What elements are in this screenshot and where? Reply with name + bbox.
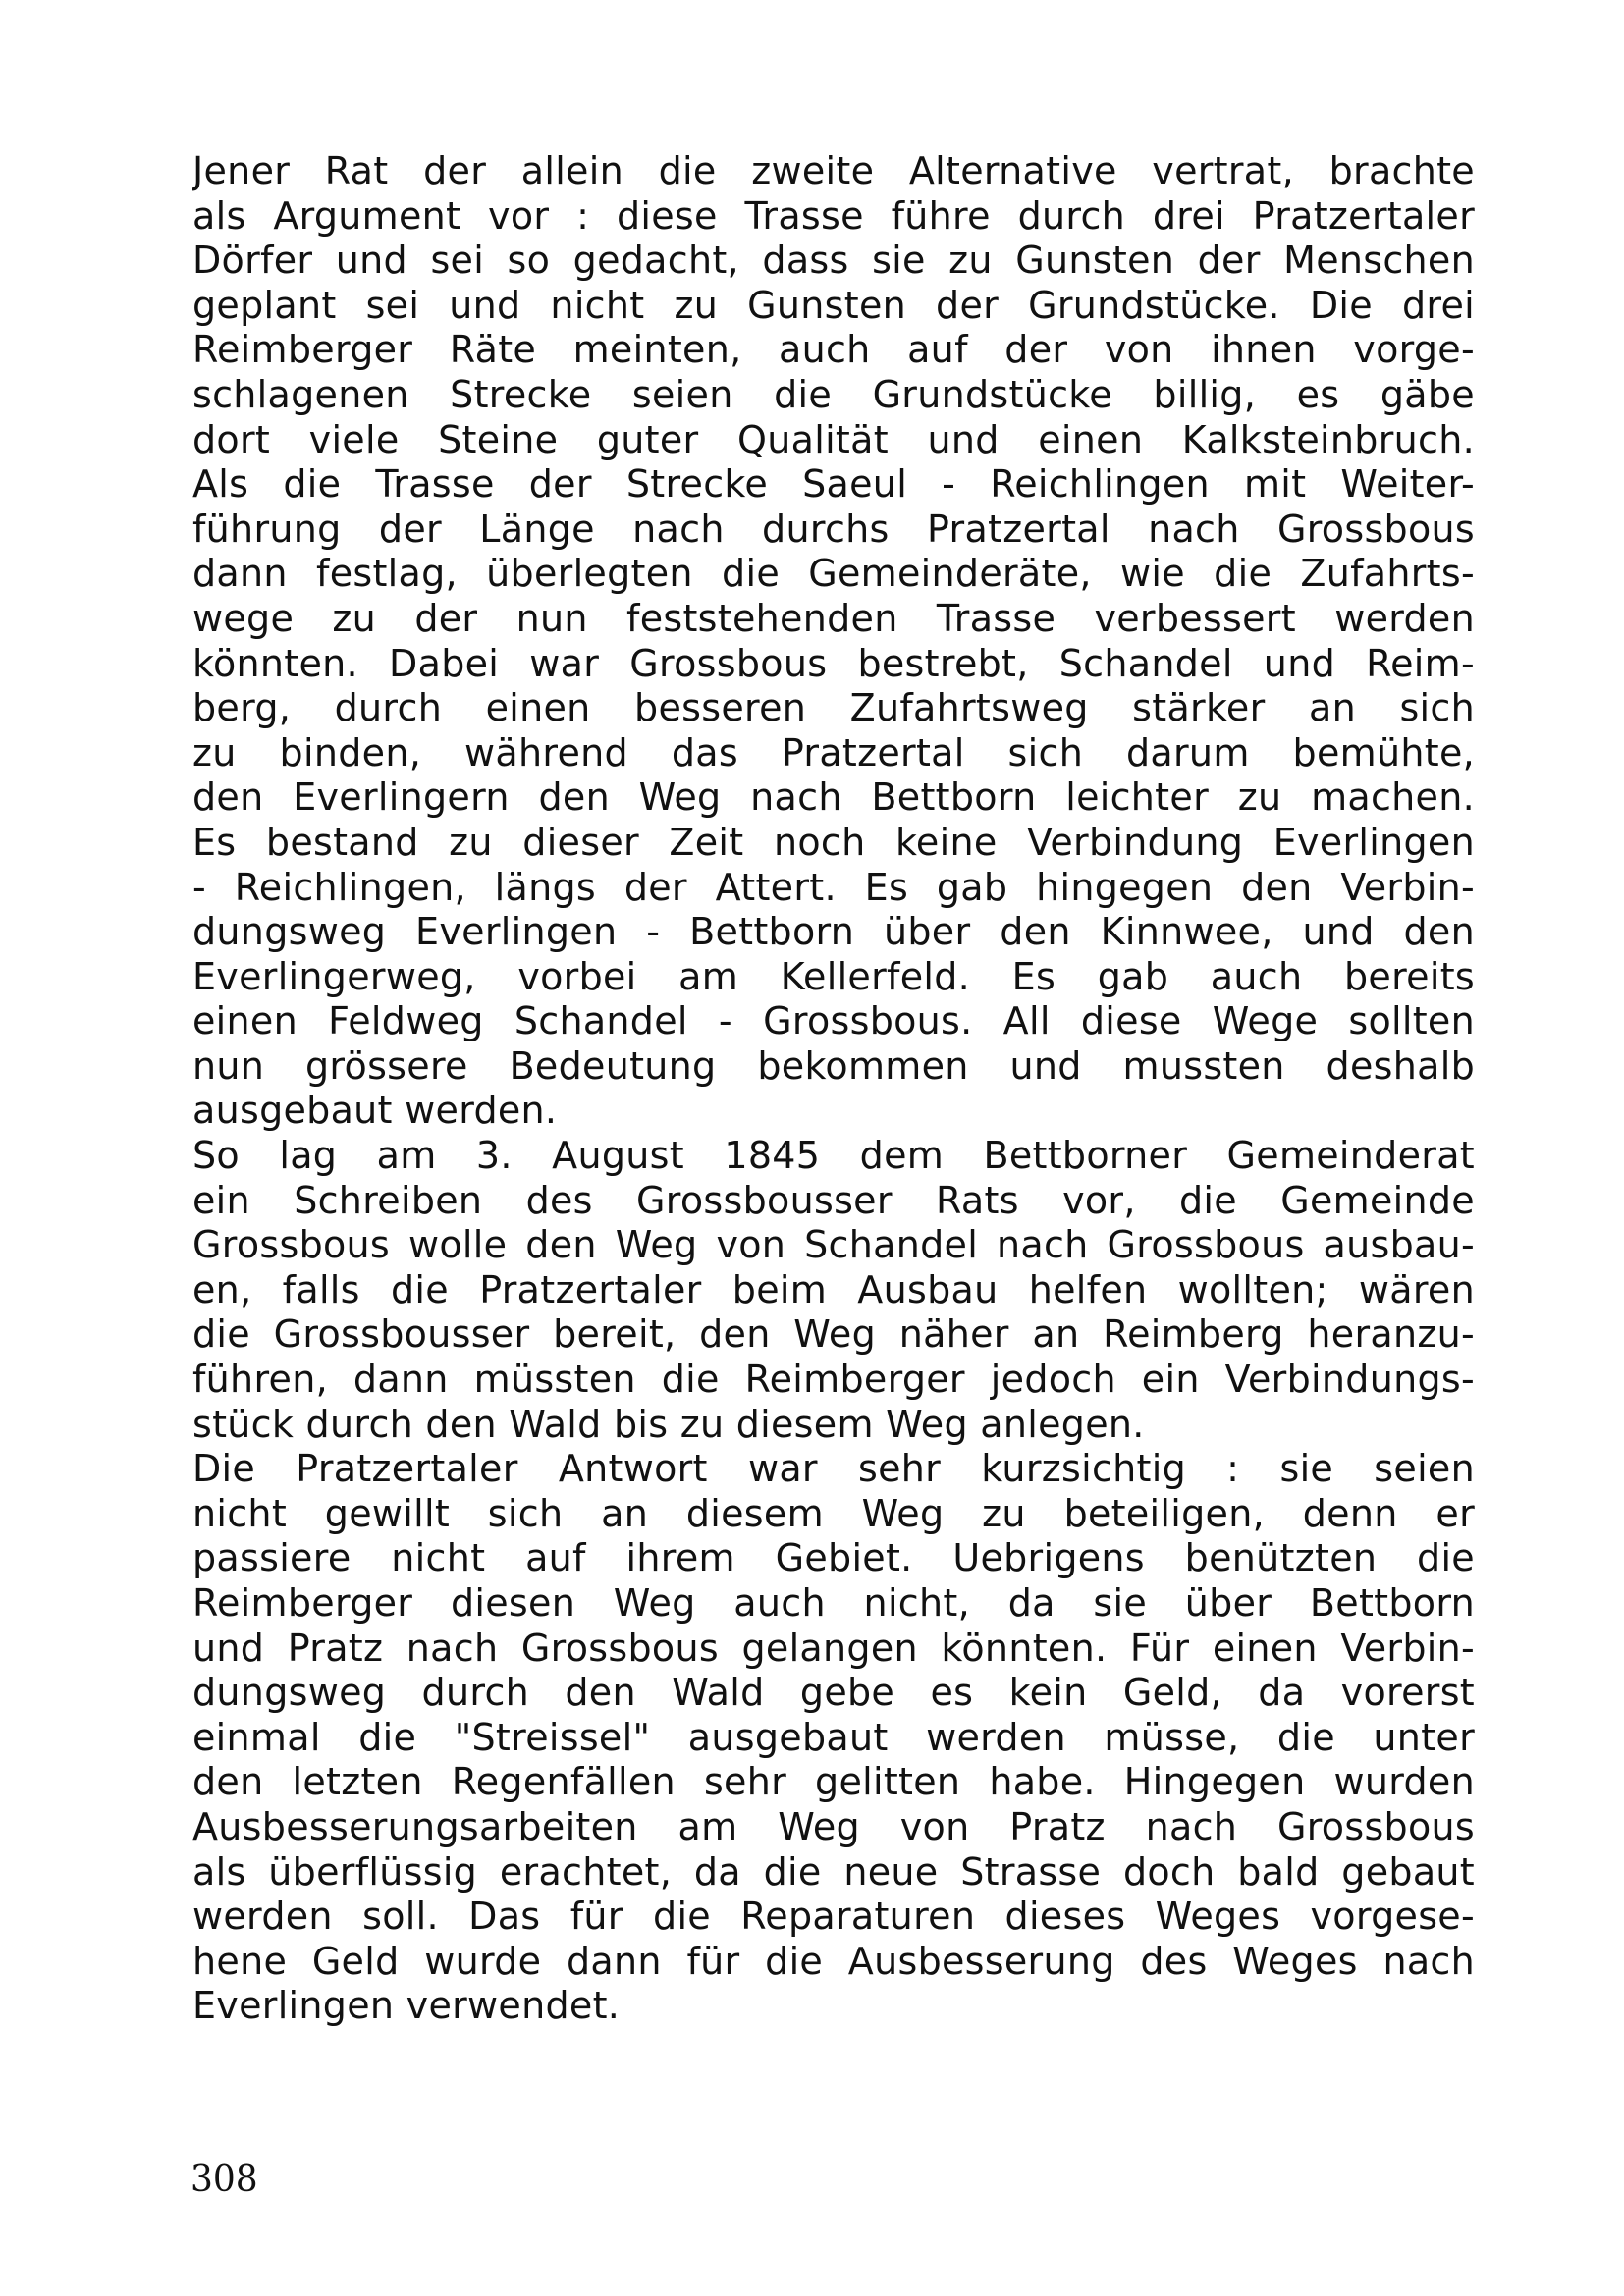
text-line: könnten. Dabei war Grossbous bestrebt, Schandel und Reim- [192, 641, 1475, 685]
text-line: den Everlingern den Weg nach Bettborn leichter zu machen. [192, 775, 1475, 820]
text-line: Es bestand zu dieser Zeit noch keine Verbindung Everlingen [192, 820, 1475, 864]
text-line: Reimberger Räte meinten, auch auf der von ihnen vorge- [192, 328, 1475, 372]
text-line: dungsweg Everlingen - Bettborn über den Kinnwee, und den [192, 910, 1475, 954]
text-line: en, falls die Pratzertaler beim Ausbau helfen wollten; wären [192, 1267, 1475, 1311]
text-line: berg, durch einen besseren Zufahrtsweg stärker an sich [192, 686, 1475, 730]
text-line: So lag am 3. August 1845 dem Bettborner Gemeinderat [192, 1134, 1475, 1178]
text-line: und Pratz nach Grossbous gelangen könnten. Für einen Verbin- [192, 1626, 1475, 1670]
text-line: - Reichlingen, längs der Attert. Es gab hingegen den Verbin- [192, 865, 1475, 909]
text-line: wege zu der nun feststehenden Trasse verbessert werden [192, 596, 1475, 640]
text-line: hene Geld wurde dann für die Ausbesserung des Weges nach [192, 1939, 1475, 1983]
text-line: Everlingen verwendet. [192, 1984, 621, 2028]
text-line: dort viele Steine guter Qualität und einen Kalksteinbruch. [192, 417, 1475, 461]
text-line: passiere nicht auf ihrem Gebiet. Uebrigens benützten die [192, 1536, 1475, 1580]
text-line: Dörfer und sei so gedacht, dass sie zu Gunsten der Menschen [192, 239, 1475, 283]
text-line: führen, dann müssten die Reimberger jedoch ein Verbindungs- [192, 1358, 1475, 1402]
text-line: stück durch den Wald bis zu diesem Weg anlegen. [192, 1402, 1145, 1446]
text-line: Everlingerweg, vorbei am Kellerfeld. Es gab auch bereits [192, 954, 1475, 998]
text-line: ein Schreiben des Grossbousser Rats vor, die Gemeinde [192, 1178, 1475, 1222]
text-line: geplant sei und nicht zu Gunsten der Grundstücke. Die drei [192, 283, 1475, 327]
text-line: werden soll. Das für die Reparaturen dieses Weges vorgese- [192, 1895, 1475, 1939]
text-line: den letzten Regenfällen sehr gelitten habe. Hingegen wurden [192, 1760, 1475, 1804]
text-line: nun grössere Bedeutung bekommen und mussten deshalb [192, 1043, 1475, 1088]
text-line: Die Pratzertaler Antwort war sehr kurzsichtig : sie seien [192, 1447, 1475, 1491]
text-line: dann festlag, überlegten die Gemeinderäte, wie die Zufahrts- [192, 552, 1475, 596]
text-line: führung der Länge nach durchs Pratzertal nach Grossbous [192, 507, 1475, 551]
text-line: dungsweg durch den Wald gebe es kein Geld, da vorerst [192, 1671, 1475, 1715]
text-line: Reimberger diesen Weg auch nicht, da sie über Bettborn [192, 1581, 1475, 1625]
body-text [192, 149, 1475, 2029]
text-line: nicht gewillt sich an diesem Weg zu beteiligen, denn er [192, 1491, 1475, 1535]
text-line: Grossbous wolle den Weg von Schandel nach Grossbous ausbau- [192, 1223, 1475, 1267]
text-line: als Argument vor : diese Trasse führe durch drei Pratzertaler [192, 193, 1475, 238]
page-number: 308 [190, 2160, 258, 2200]
text-line: einen Feldweg Schandel - Grossbous. All diese Wege sollten [192, 999, 1475, 1043]
text-line: Als die Trasse der Strecke Saeul - Reichlingen mit Weiter- [192, 462, 1475, 507]
text-line: die Grossbousser bereit, den Weg näher an Reimberg heranzu- [192, 1312, 1475, 1357]
text-line: einmal die "Streissel" ausgebaut werden müsse, die unter [192, 1715, 1475, 1759]
text-line: ausgebaut werden. [192, 1089, 558, 1133]
text-line: schlagenen Strecke seien die Grundstücke billig, es gäbe [192, 372, 1475, 416]
text-line: Ausbesserungsarbeiten am Weg von Pratz nach Grossbous [192, 1804, 1475, 1848]
text-line: Jener Rat der allein die zweite Alternative vertrat, brachte [192, 149, 1475, 192]
text-line: als überflüssig erachtet, da die neue Strasse doch bald gebaut [192, 1849, 1475, 1894]
text-line: zu binden, während das Pratzertal sich darum bemühte, [192, 730, 1475, 774]
